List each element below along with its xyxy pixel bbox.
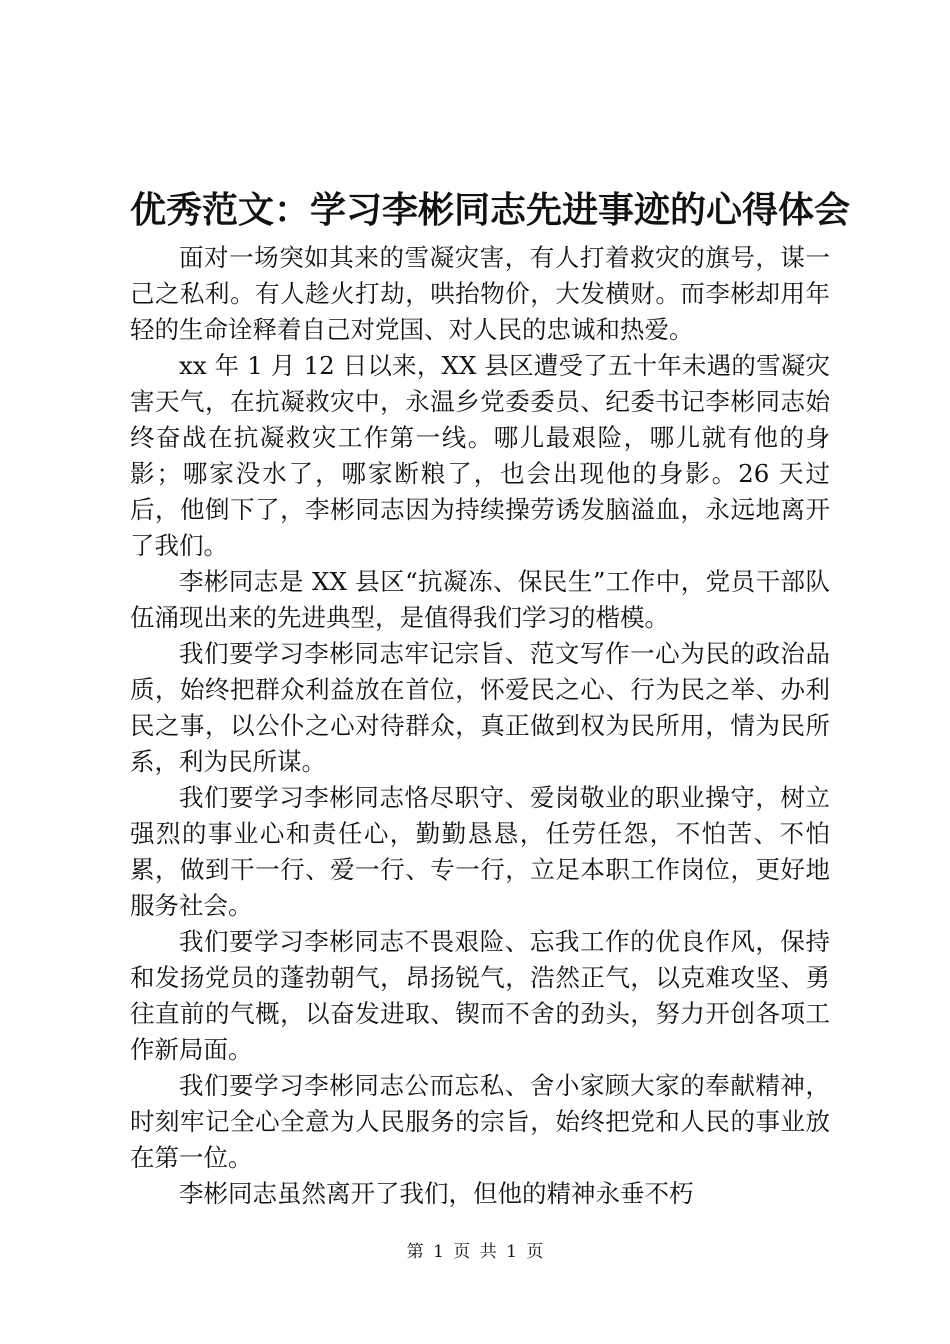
document-body <box>130 240 830 1212</box>
paragraph-3: 李彬同志是 XX 县区“抗凝冻、保民生”工作中，党员干部队伍涌现出来的先进典型，是值得我们学习的楷模。 <box>130 567 830 632</box>
paragraph-6: 我们要学习李彬同志不畏艰险、忘我工作的优良作风，保持和发扬党员的蓬勃朝气，昂扬锐气，浩然正气，以克难攻坚、勇往直前的气概，以奋发进取、锲而不舍的劲头，努力开创各项工作新局面。 <box>130 927 830 1064</box>
page-number-footer: 第 1 页 共 1 页 <box>406 1242 544 1262</box>
document-title: 优秀范文：学习李彬同志先进事迹的心得体会 <box>130 189 851 231</box>
paragraph-5: 我们要学习李彬同志恪尽职守、爱岗敬业的职业操守，树立强烈的事业心和责任心，勤勤恳恳，任劳任怨，不怕苦、不怕累，做到干一行、爱一行、专一行，立足本职工作岗位，更好地服务社会。 <box>130 783 830 920</box>
paragraph-2: xx 年 1 月 12 日以来，XX 县区遭受了五十年未遇的雪凝灾害天气，在抗凝救灾中，永温乡党委委员、纪委书记李彬同志始终奋战在抗凝救灾工作第一线。哪儿最艰险，哪儿就有他的身影；哪家没水了，哪家断粮了，也会出现他的身影。26 天过后，他倒下了，李彬同志因为持续操劳诱发脑溢血，永远地离开了我们。 <box>130 351 830 560</box>
paragraph-7: 我们要学习李彬同志公而忘私、舍小家顾大家的奉献精神，时刻牢记全心全意为人民服务的宗旨，始终把党和人民的事业放在第一位。 <box>130 1071 830 1172</box>
paragraph-1: 面对一场突如其来的雪凝灾害，有人打着救灾的旗号，谋一己之私利。有人趁火打劫，哄抬物价，大发横财。而李彬却用年轻的生命诠释着自己对党国、对人民的忠诚和热爱。 <box>130 243 830 344</box>
paragraph-4: 我们要学习李彬同志牢记宗旨、范文写作一心为民的政治品质，始终把群众利益放在首位，怀爱民之心、行为民之举、办利民之事，以公仆之心对待群众，真正做到权为民所用，情为民所系，利为民所谋。 <box>130 639 830 776</box>
paragraph-8: 李彬同志虽然离开了我们，但他的精神永垂不朽 <box>179 1179 694 1208</box>
